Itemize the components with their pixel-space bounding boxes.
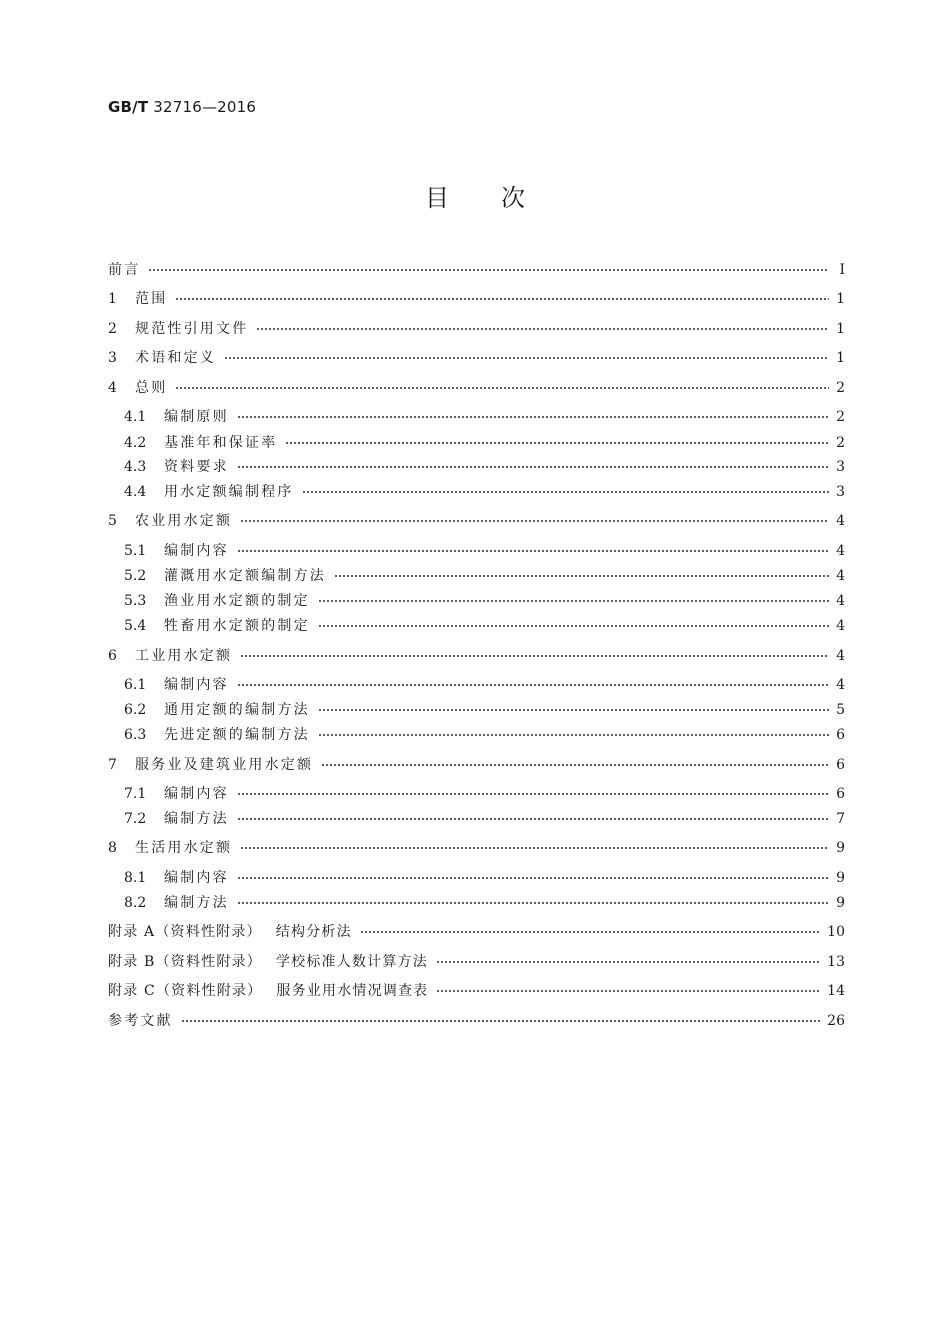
toc-entry[interactable] <box>108 756 845 774</box>
toc-entry[interactable] <box>108 982 845 1000</box>
toc-entry-label: 前言 <box>108 262 141 278</box>
toc-entry-number: 6.3 <box>124 727 147 743</box>
toc-entry-page: 9 <box>836 895 845 911</box>
toc-dot-leader <box>237 415 829 419</box>
toc-entry-page: 2 <box>836 409 845 425</box>
toc-entry-number: 4.1 <box>124 409 147 425</box>
toc-entry[interactable] <box>124 408 845 426</box>
toc-entry[interactable] <box>124 434 845 452</box>
toc-entry-page: 5 <box>836 702 845 718</box>
toc-entry-number: 4.4 <box>124 484 147 500</box>
toc-entry-page: 13 <box>827 954 845 970</box>
standard-code-number: 32716—2016 <box>153 98 257 116</box>
toc-entry-page: 6 <box>836 727 845 743</box>
toc-entry-number: 4.2 <box>124 435 147 451</box>
toc-dot-leader <box>436 989 821 993</box>
toc-entry-page: 3 <box>836 484 845 500</box>
toc-entry-page: 9 <box>836 870 845 886</box>
toc-entry-label: 结构分析法 <box>275 924 352 940</box>
toc-entry-page: 2 <box>836 435 845 451</box>
toc-entry[interactable] <box>124 810 845 828</box>
toc-dot-leader <box>175 297 829 301</box>
toc-entry-page: 10 <box>827 924 845 940</box>
toc-entry-label: 编制内容 <box>164 543 229 559</box>
toc-entry-label: 基准年和保证率 <box>164 435 278 451</box>
toc-entry[interactable] <box>124 869 845 887</box>
toc-entry-number: 5.1 <box>124 543 147 559</box>
toc-entry-label: 学校标准人数计算方法 <box>275 954 428 970</box>
toc-dot-leader <box>240 654 829 658</box>
toc-entry-page: 1 <box>836 350 845 366</box>
toc-entry-page: 6 <box>836 757 845 773</box>
toc-entry[interactable] <box>124 617 845 635</box>
toc-dot-leader <box>256 327 829 331</box>
toc-entry[interactable] <box>124 458 845 476</box>
toc-entry-number: 7.2 <box>124 811 147 827</box>
toc-dot-leader <box>240 519 829 523</box>
toc-entry-number: 6.1 <box>124 677 147 693</box>
toc-entry[interactable] <box>108 261 845 279</box>
toc-dot-leader <box>237 876 829 880</box>
toc-entry-page: 14 <box>827 983 845 999</box>
toc-entry-number: 8 <box>108 840 117 856</box>
toc-entry-label: 服务业及建筑业用水定额 <box>135 757 314 773</box>
toc-entry-label: 用水定额编制程序 <box>164 484 294 500</box>
toc-entry-appendix-prefix: 附录 A（资料性附录） <box>108 924 262 940</box>
toc-entry-number: 8.2 <box>124 895 147 911</box>
toc-entry[interactable] <box>124 676 845 694</box>
toc-entry-label: 灌溉用水定额编制方法 <box>164 568 326 584</box>
toc-entry-page: 4 <box>836 513 845 529</box>
standard-code-prefix: GB/T <box>108 98 149 116</box>
toc-entry-number: 4 <box>108 380 117 396</box>
toc-entry[interactable] <box>124 567 845 585</box>
toc-entry[interactable] <box>108 1012 845 1030</box>
toc-entry-label: 编制内容 <box>164 870 229 886</box>
toc-entry-label: 生活用水定额 <box>135 840 233 856</box>
toc-entry-page: 3 <box>836 459 845 475</box>
toc-dot-leader <box>175 386 829 390</box>
toc-dot-leader <box>318 733 829 737</box>
toc-entry-label: 牲畜用水定额的制定 <box>164 618 310 634</box>
toc-entry-number: 4.3 <box>124 459 147 475</box>
toc-entry-label: 编制方法 <box>164 895 229 911</box>
toc-entry-page: 4 <box>836 543 845 559</box>
toc-entry-number: 7.1 <box>124 786 147 802</box>
toc-entry[interactable] <box>124 726 845 744</box>
toc-entry-number: 1 <box>108 291 117 307</box>
toc-entry[interactable] <box>108 320 845 338</box>
toc-entry-label: 渔业用水定额的制定 <box>164 593 310 609</box>
toc-entry[interactable] <box>108 839 845 857</box>
toc-dot-leader <box>237 792 829 796</box>
toc-entry-label: 服务业用水情况调查表 <box>276 983 429 999</box>
toc-entry-appendix-prefix: 附录 B（资料性附录） <box>108 954 262 970</box>
toc-entry-page: 2 <box>836 380 845 396</box>
toc-entry-number: 7 <box>108 757 117 773</box>
toc-entry-page: 4 <box>836 618 845 634</box>
toc-entry-label: 参考文献 <box>108 1013 173 1029</box>
toc-entry[interactable] <box>108 379 845 397</box>
toc-dot-leader <box>436 960 821 964</box>
toc-entry-label: 资料要求 <box>164 459 229 475</box>
toc-entry-label: 编制内容 <box>164 786 229 802</box>
toc-entry-page: 9 <box>836 840 845 856</box>
toc-dot-leader <box>321 763 829 767</box>
toc-entry-label: 工业用水定额 <box>135 648 233 664</box>
toc-entry-number: 5.4 <box>124 618 147 634</box>
toc-dot-leader <box>224 356 829 360</box>
toc-entry-page: 4 <box>836 568 845 584</box>
toc-entry-page: 4 <box>836 677 845 693</box>
toc-entry[interactable] <box>124 701 845 719</box>
toc-entry[interactable] <box>124 542 845 560</box>
toc-dot-leader <box>237 817 829 821</box>
toc-entry[interactable] <box>108 647 845 665</box>
toc-dot-leader <box>237 549 829 553</box>
toc-entry[interactable] <box>124 894 845 912</box>
toc-entry-page: 1 <box>836 291 845 307</box>
toc-entry-number: 5.3 <box>124 593 147 609</box>
toc-entry-label: 先进定额的编制方法 <box>164 727 310 743</box>
toc-dot-leader <box>318 624 829 628</box>
toc-entry[interactable] <box>108 953 845 971</box>
toc-entry-page: 1 <box>836 321 845 337</box>
toc-entry-label: 农业用水定额 <box>135 513 233 529</box>
toc-entry-page: Ⅰ <box>839 262 845 278</box>
toc-dot-leader <box>285 441 829 445</box>
toc-entry-page: 4 <box>836 648 845 664</box>
toc-entry-label: 范围 <box>135 291 168 307</box>
toc-entry-label: 规范性引用文件 <box>135 321 249 337</box>
toc-entry[interactable] <box>124 592 845 610</box>
toc-entry-page: 4 <box>836 593 845 609</box>
page-title: 目次 <box>425 184 577 212</box>
toc-dot-leader <box>302 490 829 494</box>
toc-dot-leader <box>318 708 829 712</box>
toc-entry-label: 编制方法 <box>164 811 229 827</box>
toc-dot-leader <box>148 268 829 272</box>
toc-entry[interactable] <box>124 785 845 803</box>
toc-entry-appendix-prefix: 附录 C（资料性附录） <box>108 983 263 999</box>
toc-entry[interactable] <box>108 512 845 530</box>
toc-dot-leader <box>181 1019 821 1023</box>
toc-dot-leader <box>237 683 829 687</box>
toc-entry-number: 2 <box>108 321 117 337</box>
toc-entry-number: 6.2 <box>124 702 147 718</box>
toc-dot-leader <box>237 901 829 905</box>
toc-entry-number: 3 <box>108 350 117 366</box>
toc-entry-number: 6 <box>108 648 117 664</box>
standard-code <box>108 98 256 116</box>
toc-entry[interactable] <box>124 483 845 501</box>
toc-dot-leader <box>318 599 829 603</box>
toc-entry[interactable] <box>108 290 845 308</box>
toc-entry-number: 5.2 <box>124 568 147 584</box>
toc-entry-number: 8.1 <box>124 870 147 886</box>
toc-entry-page: 7 <box>836 811 845 827</box>
toc-dot-leader <box>334 574 829 578</box>
toc-entry-label: 总则 <box>135 380 168 396</box>
toc-dot-leader <box>240 846 829 850</box>
toc-entry-label: 编制内容 <box>164 677 229 693</box>
toc-entry-label: 编制原则 <box>164 409 229 425</box>
toc-entry-page: 6 <box>836 786 845 802</box>
toc-dot-leader <box>237 465 829 469</box>
toc-entry[interactable] <box>108 349 845 367</box>
toc-entry-label: 术语和定义 <box>135 350 216 366</box>
toc-entry-number: 5 <box>108 513 117 529</box>
toc-entry-page: 26 <box>827 1013 845 1029</box>
toc-dot-leader <box>360 930 821 934</box>
toc-entry-label: 通用定额的编制方法 <box>164 702 310 718</box>
toc-entry[interactable] <box>108 923 845 941</box>
